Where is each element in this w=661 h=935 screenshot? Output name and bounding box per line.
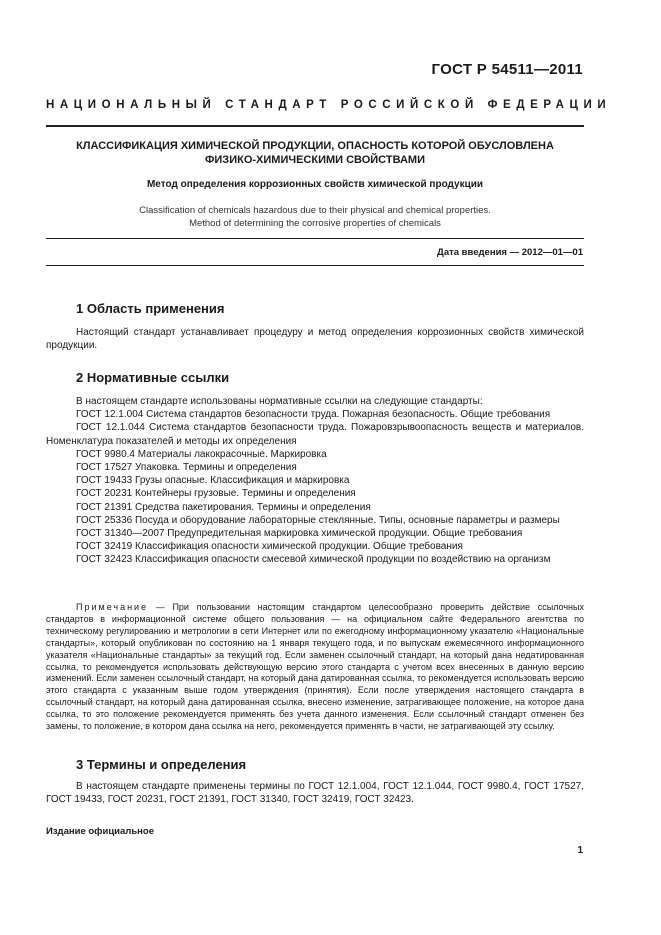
reference-item: ГОСТ 12.1.044 Система стандартов безопасности труда. Пожаровзрывоопасность веществ и материалов. Номенклатура показателей и методы их определения: [46, 422, 584, 447]
subtitle: Метод определения коррозионных свойств химической продукции: [146, 179, 484, 190]
reference-item: ГОСТ 20231 Контейнеры грузовые. Термины и определения: [76, 488, 356, 500]
title-line-2: ФИЗИКО-ХИМИЧЕСКИМИ СВОЙСТВАМИ: [205, 154, 425, 166]
section-3-text: [46, 780, 584, 806]
references-note: [46, 602, 584, 733]
reference-item: ГОСТ 19433 Грузы опасные. Классификация и маркировка: [76, 475, 350, 487]
reference-item: ГОСТ 17527 Упаковка. Термины и определения: [76, 462, 297, 474]
reference-item: ГОСТ 32423 Классификация опасности смесевой химической продукции по воздействию на организм: [76, 554, 551, 566]
note-text: — При пользовании настоящим стандартом целесообразно проверить действие ссылочных стандартов в информационной системе общего пользования — на официальном сайте Федерального агентства по техническому регулированию и метрологии в сети Интернет или по ежегодному информационному указателю «Национальные стандарты», который опубликован по состоянию на 1 января текущего года, и по выпускам ежемесячного информационного указателя «Национальные стандарты» за текущий год. Если заменен ссылочный стандарт, на который дана недатированная ссылка, то рекомендуется использовать действующую версию этого стандарта с учетом всех внесенных в данную версию изменений. Если заменен ссылочный стандарт, на который дана датированная ссылка, то рекомендуется использовать версию этого стандарта с указанным выше годом утверждения (принятия). Если после утверждения настоящего стандарта в ссылочный стандарт, на который дана датированная ссылка, внесено изменение, затрагивающее положение, на которое дана ссылка, то это положение рекомендуется применять без учета данного изменения. Если ссылочный стандарт отменен без замены, то положение, в котором дана ссылка на него, рекомендуется применять в части, не затрагивающей эту ссылку.: [46, 602, 584, 732]
english-title-line-1: Classification of chemicals hazardous due to their physical and chemical properties.: [139, 205, 491, 216]
section-1-heading: 1 Область применения: [76, 301, 225, 316]
reference-item: ГОСТ 21391 Средства пакетирования. Термины и определения: [76, 501, 371, 513]
reference-item: ГОСТ 9980.4 Материалы лакокрасочные. Маркировка: [76, 448, 327, 460]
section-1-paragraph: Настоящий стандарт устанавливает процедуру и метод определения коррозионных свойств химической продукции.: [46, 327, 584, 352]
section-2-references: [46, 395, 584, 567]
reference-item: ГОСТ 32419 Классификация опасности химической продукции. Общие требования: [76, 541, 463, 553]
reference-item: ГОСТ 25336 Посуда и оборудование лабораторные стеклянные. Типы, основные параметры и размеры: [76, 514, 560, 526]
reference-item: ГОСТ 31340—2007 Предупредительная маркировка химической продукции. Общие требования: [76, 528, 523, 540]
official-edition-label: Издание официальное: [46, 826, 154, 837]
reference-item: ГОСТ 12.1.004 Система стандартов безопасности труда. Пожарная безопасность. Общие требования: [76, 409, 551, 421]
section-2-intro: В настоящем стандарте использованы нормативные ссылки на следующие стандарты:: [76, 396, 483, 407]
introduction-date: Дата введения — 2012—01—01: [437, 247, 583, 258]
standard-number: ГОСТ Р 54511—2011: [431, 61, 583, 78]
section-3-heading: 3 Термины и определения: [76, 757, 247, 772]
national-standard-banner: НАЦИОНАЛЬНЫЙ СТАНДАРТ РОССИЙСКОЙ ФЕДЕРАЦИИ: [46, 99, 612, 111]
title-line-1: КЛАССИФИКАЦИЯ ХИМИЧЕСКОЙ ПРОДУКЦИИ, ОПАСНОСТЬ КОТОРОЙ ОБУСЛОВЛЕНА: [76, 140, 554, 152]
section-3-paragraph: В настоящем стандарте применены термины по ГОСТ 12.1.004, ГОСТ 12.1.044, ГОСТ 9980.4, ГОСТ 17527, ГОСТ 19433, ГОСТ 20231, ГОСТ 21391, ГОСТ 31340, ГОСТ 32419, ГОСТ 32423.: [46, 781, 584, 806]
section-1-text: [46, 326, 584, 352]
page-number: 1: [577, 845, 583, 856]
note-label: Примечание: [76, 602, 149, 612]
header-divider: [46, 125, 584, 127]
title-divider: [46, 238, 584, 239]
date-divider: [46, 265, 584, 266]
english-title-line-2: Method of determining the corrosive properties of chemicals: [189, 218, 441, 229]
section-2-heading: 2 Нормативные ссылки: [76, 370, 230, 385]
